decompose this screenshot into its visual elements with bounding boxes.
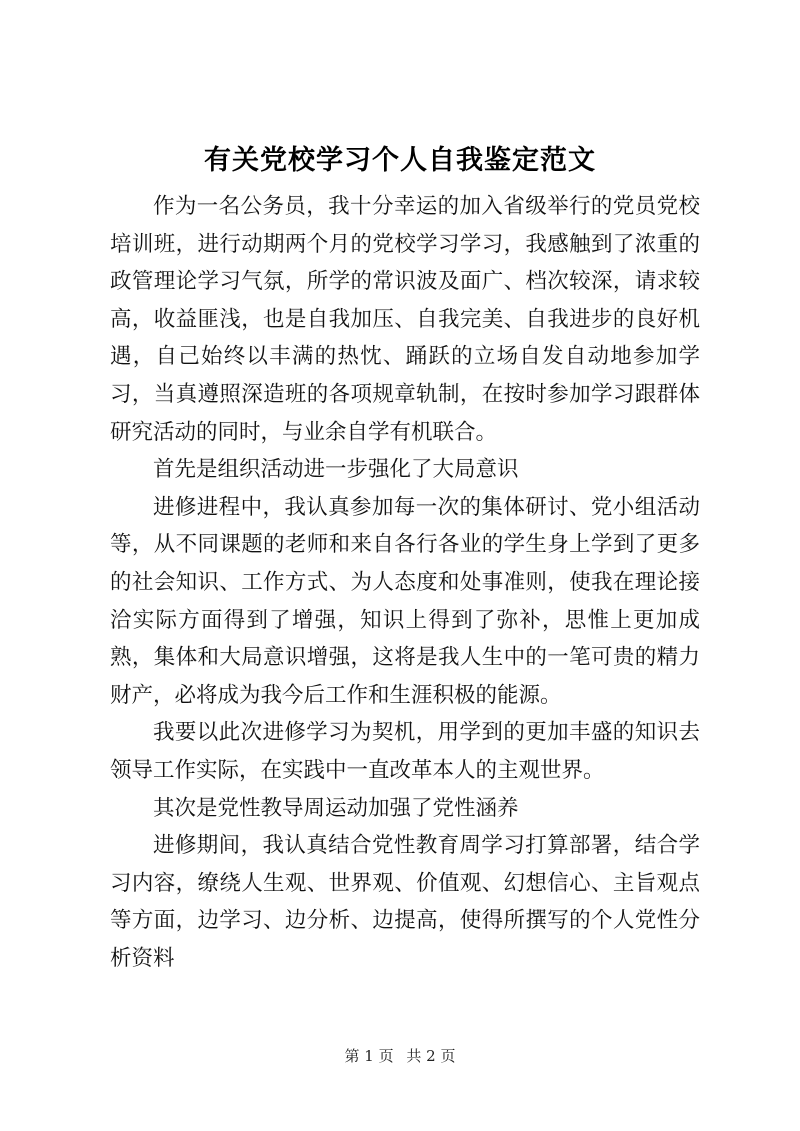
section-heading-2: 其次是党性教导周运动加强了党性涵养 bbox=[153, 795, 519, 821]
paragraph-section-2: 进修期间，我认真结合党性教育周学习打算部署，结合学习内容，缭绕人生观、世界观、价值观、幻想信心、主旨观点等方面，边学习、边分析、边提高，使得所撰写的个人党性分析资料 bbox=[110, 833, 700, 971]
paragraph-section-1: 进修进程中，我认真参加每一次的集体研讨、党小组活动等，从不同课题的老师和来自各行各业的学生身上学到了更多的社会知识、工作方式、为人态度和处事准则，使我在理论接洽实际方面得到了增强，知识上得到了弥补，思惟上更加成熟，集体和大局意识增强，这将是我人生中的一笔可贵的精力财产，必将成为我今后工作和生涯积极的能源。 bbox=[110, 494, 700, 708]
document-title: 有关党校学习个人自我鉴定范文 bbox=[204, 145, 596, 176]
page-footer bbox=[0, 1046, 800, 1066]
page-number-current: 第 1 页 bbox=[344, 1047, 394, 1065]
paragraph-section-1-conclusion: 我要以此次进修学习为契机，用学到的更加丰盛的知识去领导工作实际，在实践中一直改革本人的主观世界。 bbox=[110, 720, 700, 783]
document-body bbox=[110, 188, 700, 977]
paragraph-intro: 作为一名公务员，我十分幸运的加入省级举行的党员党校培训班，进行动期两个月的党校学习学习，我感触到了浓重的政管理论学习气氛，所学的常识波及面广、档次较深，请求较高，收益匪浅，也是自我加压、自我完美、自我进步的良好机遇，自己始终以丰满的热忱、踊跃的立场自发自动地参加学习，当真遵照深造班的各项规章轨制，在按时参加学习跟群体研究活动的同时，与业余自学有机联合。 bbox=[110, 194, 700, 445]
section-heading-1: 首先是组织活动进一步强化了大局意识 bbox=[153, 457, 519, 483]
page-number-total: 共 2 页 bbox=[406, 1047, 456, 1065]
